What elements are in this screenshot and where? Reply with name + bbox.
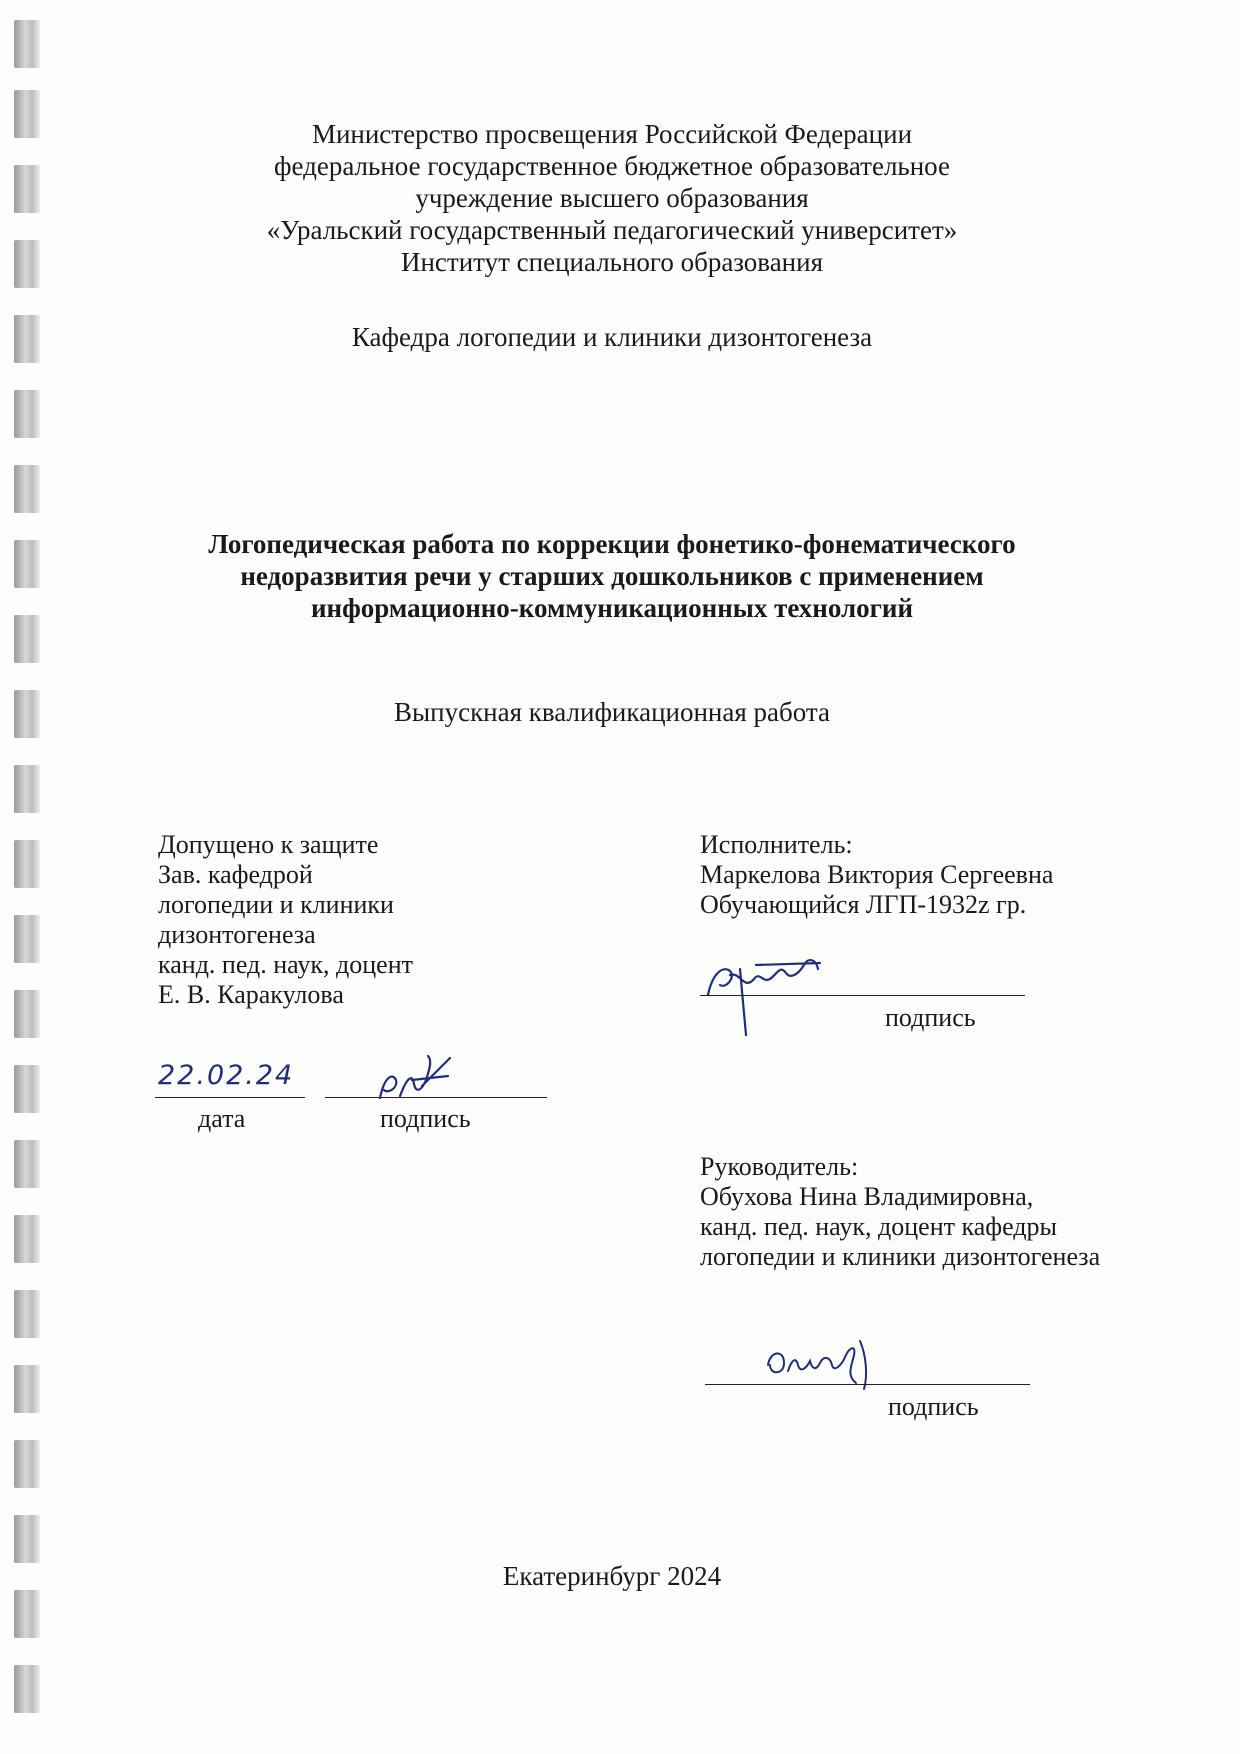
- supervisor-department: логопедии и клиники дизонтогенеза: [700, 1242, 1101, 1271]
- supervisor-block: [700, 1152, 1100, 1272]
- approval-line-1: Допущено к защите: [158, 830, 379, 859]
- approval-line-6: Е. В. Каракулова: [158, 980, 344, 1009]
- performer-signature-line: [700, 995, 1025, 996]
- performer-group: Обучающийся ЛГП-1932z гр.: [700, 890, 1027, 919]
- approval-line-5: канд. пед. наук, доцент: [158, 950, 413, 979]
- supervisor-position: канд. пед. наук, доцент кафедры: [700, 1212, 1058, 1241]
- approval-line-4: дизонтогенеза: [158, 920, 316, 949]
- university-name: «Уральский государственный педагогический университет»: [266, 215, 958, 245]
- performer-signature-caption: подпись: [885, 1003, 976, 1032]
- performer-block: [700, 830, 1053, 920]
- approval-line-3: логопедии и клиники: [158, 890, 394, 919]
- approval-block: [158, 830, 413, 1010]
- header-block: [0, 118, 1232, 278]
- approval-line-2: Зав. кафедрой: [158, 860, 313, 889]
- date-line: [155, 1097, 305, 1098]
- institute-name: Институт специального образования: [400, 247, 824, 277]
- city-year: Екатеринбург 2024: [502, 1561, 722, 1591]
- title-line-1: Логопедическая работа по коррекции фонетико-фонематического: [208, 529, 1016, 559]
- work-type: Выпускная квалификационная работа: [393, 697, 831, 727]
- organization-line-1: федеральное государственное бюджетное образовательное: [273, 151, 950, 181]
- supervisor-name: Обухова Нина Владимировна,: [700, 1182, 1034, 1211]
- performer-signature-mark: [700, 935, 830, 1040]
- supervisor-signature-caption: подпись: [888, 1392, 979, 1421]
- organization-line-2: учреждение высшего образования: [415, 183, 809, 213]
- performer-name: Маркелова Виктория Сергеевна: [700, 860, 1054, 889]
- performer-label: Исполнитель:: [700, 830, 853, 859]
- head-signature-mark: [370, 1050, 470, 1110]
- head-signature-caption: подпись: [380, 1104, 471, 1133]
- date-caption: дата: [198, 1104, 246, 1133]
- supervisor-label: Руководитель:: [700, 1152, 859, 1181]
- department-name: Кафедра логопедии и клиники дизонтогенеза: [351, 322, 873, 352]
- supervisor-signature-line: [705, 1384, 1030, 1385]
- title-line-3: информационно-коммуникационных технологий: [310, 593, 914, 623]
- title-line-2: недоразвития речи у старших дошкольников с применением: [240, 561, 984, 591]
- thesis-title: [0, 528, 1232, 624]
- handwritten-date: 22.02.24: [158, 1060, 295, 1091]
- ministry-name: Министерство просвещения Российской Федерации: [311, 119, 913, 149]
- supervisor-signature-mark: [760, 1335, 880, 1395]
